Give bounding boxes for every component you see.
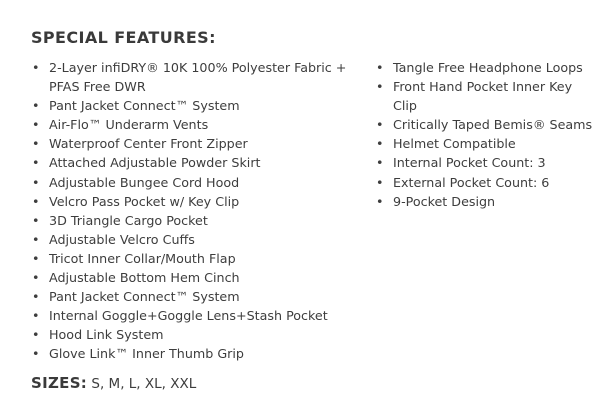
bullet-icon: • [32, 193, 40, 209]
bullet-icon: • [376, 136, 384, 152]
bullet-icon: • [32, 289, 40, 305]
feature-text: Critically Taped Bemis® Seams [393, 117, 593, 133]
feature-text: 2-Layer infiDRY® 10K 100% Polyester Fabric + PFAS Free DWR [49, 60, 347, 95]
features-list-right [375, 58, 597, 211]
special-features-heading: SPECIAL FEATURES: [31, 28, 216, 47]
feature-text: Adjustable Bottom Hem Cinch [49, 270, 240, 286]
bullet-icon: • [376, 60, 384, 75]
bullet-icon: • [32, 174, 40, 190]
bullet-icon: • [32, 212, 40, 228]
bullet-icon: • [32, 60, 40, 75]
list-item [31, 211, 366, 230]
list-item [31, 230, 366, 249]
bullet-icon: • [32, 155, 40, 171]
list-item [31, 134, 366, 153]
feature-text: Helmet Compatible [393, 136, 516, 152]
feature-text: Pant Jacket Connect™ System [49, 289, 240, 305]
bullet-icon: • [32, 98, 40, 114]
feature-text: Internal Goggle+Goggle Lens+Stash Pocket [49, 308, 328, 324]
feature-text: Tangle Free Headphone Loops [393, 60, 583, 75]
list-item [31, 249, 366, 268]
list-item [31, 153, 366, 172]
feature-text: External Pocket Count: 6 [393, 174, 550, 190]
bullet-icon: • [32, 270, 40, 286]
list-item [31, 287, 366, 306]
bullet-icon: • [376, 79, 384, 95]
list-item [31, 173, 366, 192]
list-item [375, 58, 597, 77]
feature-text: Glove Link™ Inner Thumb Grip [49, 346, 244, 362]
list-item [31, 58, 366, 96]
feature-text: 3D Triangle Cargo Pocket [49, 212, 208, 228]
list-item [31, 115, 366, 134]
bullet-icon: • [376, 155, 384, 171]
feature-text: Velcro Pass Pocket w/ Key Clip [49, 193, 240, 209]
list-item [375, 134, 597, 153]
feature-text: Adjustable Bungee Cord Hood [49, 174, 240, 190]
list-item [375, 115, 597, 134]
bullet-icon: • [32, 308, 40, 324]
feature-text: Attached Adjustable Powder Skirt [49, 155, 261, 171]
bullet-icon: • [32, 117, 40, 133]
feature-text: Tricot Inner Collar/Mouth Flap [49, 250, 236, 266]
list-item [31, 96, 366, 115]
bullet-icon: • [32, 346, 40, 362]
list-item [375, 192, 597, 211]
sizes-line [31, 374, 196, 392]
feature-text: Air-Flo™ Underarm Vents [49, 117, 209, 133]
features-list-left [31, 58, 366, 364]
bullet-icon: • [376, 117, 384, 133]
feature-text: Pant Jacket Connect™ System [49, 98, 240, 114]
sizes-value: S, M, L, XL, XXL [91, 376, 197, 392]
list-item [31, 306, 366, 325]
bullet-icon: • [376, 193, 384, 209]
list-item [375, 153, 597, 172]
bullet-icon: • [32, 136, 40, 152]
feature-text: 9-Pocket Design [393, 193, 496, 209]
list-item [375, 173, 597, 192]
feature-text: Internal Pocket Count: 3 [393, 155, 546, 171]
list-item [31, 325, 366, 344]
bullet-icon: • [32, 327, 40, 343]
list-item [31, 192, 366, 211]
bullet-icon: • [32, 250, 40, 266]
feature-text: Waterproof Center Front Zipper [49, 136, 248, 152]
feature-text: Hood Link System [49, 327, 164, 343]
bullet-icon: • [32, 231, 40, 247]
feature-text: Adjustable Velcro Cuffs [49, 231, 195, 247]
list-item [375, 77, 597, 115]
feature-text: Front Hand Pocket Inner Key Clip [393, 79, 573, 114]
bullet-icon: • [376, 174, 384, 190]
list-item [31, 268, 366, 287]
list-item [31, 344, 366, 363]
sizes-label: SIZES: [31, 374, 88, 392]
